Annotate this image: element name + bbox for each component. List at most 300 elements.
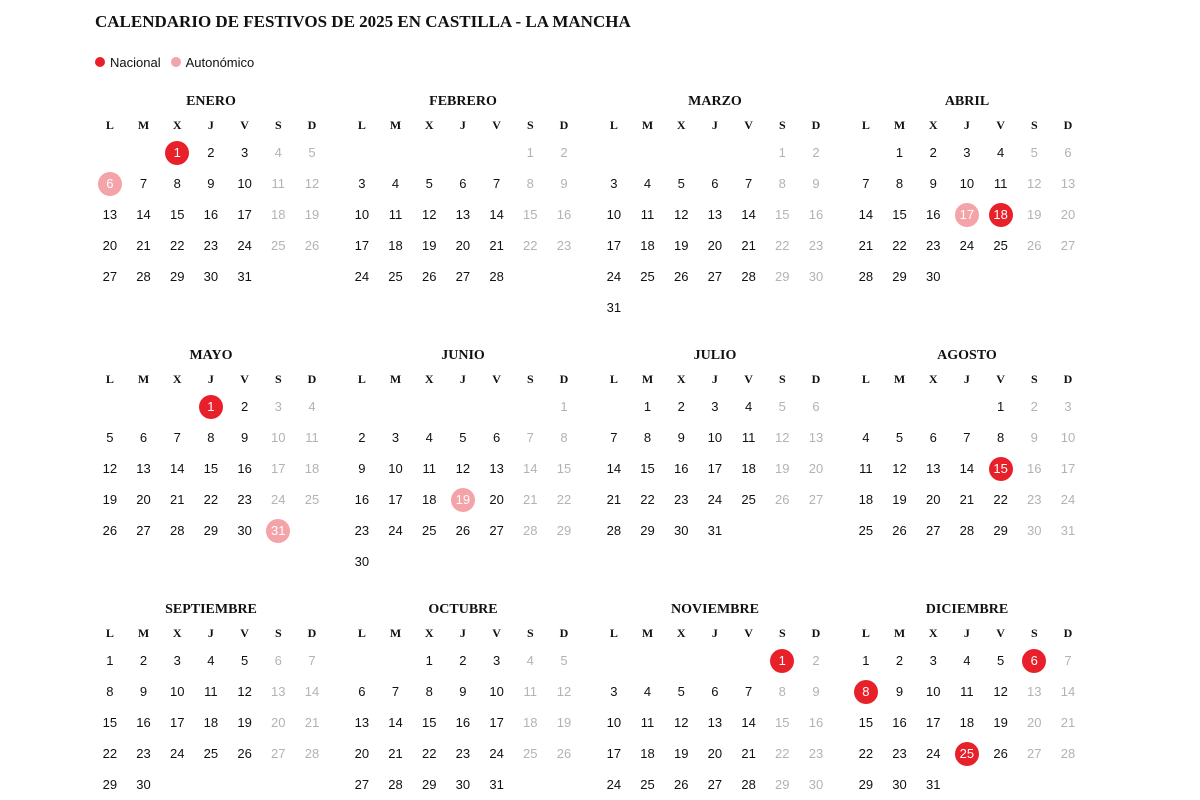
day-number: 7 — [744, 175, 753, 191]
day-number: 13 — [136, 460, 151, 476]
empty-cell — [664, 137, 698, 168]
day-cell — [916, 453, 950, 484]
day-number: 3 — [610, 683, 618, 699]
day-cell — [446, 199, 480, 230]
empty-cell — [345, 391, 379, 422]
weekend-day: 22 — [775, 237, 790, 253]
day-number: 26 — [673, 268, 689, 284]
weekday-header: S — [274, 118, 282, 132]
day-number: 13 — [707, 206, 723, 222]
day-cell — [916, 707, 950, 738]
weekday-header: V — [744, 118, 753, 132]
day-cell — [194, 261, 228, 292]
day-number: 15 — [640, 460, 655, 476]
day-cell — [194, 422, 228, 453]
day-cell — [194, 199, 228, 230]
weekday-header: D — [559, 372, 569, 386]
day-cell — [480, 261, 514, 292]
day-cell — [345, 422, 379, 453]
weekend-day: 22 — [523, 237, 538, 253]
day-cell — [194, 230, 228, 261]
day-number: 29 — [169, 268, 185, 284]
day-cell — [631, 769, 665, 800]
weekday-header: X — [424, 372, 434, 386]
day-number: 31 — [707, 522, 723, 538]
day-number: 14 — [741, 206, 756, 222]
day-number: 20 — [354, 745, 370, 761]
day-number: 14 — [741, 714, 756, 730]
weekday-header: D — [811, 372, 821, 386]
day-number: 23 — [237, 491, 252, 507]
day-cell — [93, 168, 127, 199]
weekday-header: M — [641, 372, 654, 386]
day-cell — [160, 422, 194, 453]
weekend-day: 3 — [1064, 398, 1072, 414]
day-number: 18 — [959, 714, 975, 730]
day-cell — [513, 676, 547, 707]
weekend-day: 4 — [274, 144, 282, 160]
day-cell — [295, 484, 329, 515]
day-number: 24 — [606, 268, 622, 284]
day-number: 12 — [673, 206, 689, 222]
day-number: 18 — [203, 714, 219, 730]
weekday-header: X — [172, 626, 182, 640]
day-cell — [412, 199, 446, 230]
weekday-header: S — [274, 626, 282, 640]
day-cell — [127, 230, 161, 261]
weekday-header: J — [207, 626, 214, 640]
weekday-header: J — [459, 372, 466, 386]
day-cell — [597, 292, 631, 323]
empty-cell — [631, 137, 665, 168]
day-number: 20 — [136, 491, 151, 507]
day-number: 6 — [929, 429, 937, 445]
day-number: 20 — [925, 491, 941, 507]
day-cell — [228, 391, 262, 422]
empty-cell — [379, 137, 413, 168]
day-number: 20 — [707, 745, 723, 761]
weekend-day: 7 — [1064, 652, 1072, 668]
day-number: 10 — [606, 714, 622, 730]
day-number: 25 — [640, 776, 655, 792]
weekday-header: S — [1030, 372, 1038, 386]
weekend-day: 25 — [304, 491, 320, 507]
holiday-autonomico: 31 — [266, 519, 290, 543]
day-number: 8 — [425, 683, 433, 699]
day-number: 2 — [240, 398, 249, 414]
day-cell — [597, 230, 631, 261]
day-number: 7 — [610, 429, 618, 445]
day-number: 17 — [606, 237, 622, 253]
day-number: 17 — [925, 714, 941, 730]
empty-cell — [480, 391, 514, 422]
day-number: 28 — [959, 522, 975, 538]
weekend-day: 12 — [1027, 175, 1042, 191]
day-number: 24 — [707, 491, 723, 507]
day-cell — [160, 199, 194, 230]
day-number: 26 — [455, 522, 471, 538]
weekend-day: 19 — [1027, 206, 1042, 222]
weekday-header: D — [559, 626, 569, 640]
weekday-header: M — [893, 118, 906, 132]
day-number: 18 — [640, 745, 655, 761]
weekday-header: S — [778, 118, 786, 132]
weekend-day: 2 — [812, 144, 820, 160]
weekday-header: S — [778, 372, 786, 386]
day-cell — [849, 168, 883, 199]
day-number: 8 — [207, 429, 215, 445]
day-cell — [412, 707, 446, 738]
day-number: 24 — [169, 745, 185, 761]
day-cell — [950, 707, 984, 738]
day-cell — [698, 168, 732, 199]
day-cell — [228, 484, 262, 515]
day-number: 15 — [421, 714, 437, 730]
day-cell — [379, 230, 413, 261]
day-cell — [984, 676, 1018, 707]
weekend-day: 11 — [271, 175, 286, 191]
day-cell — [597, 422, 631, 453]
month-days-grid — [597, 367, 833, 546]
day-number: 16 — [925, 206, 941, 222]
weekend-day: 27 — [1027, 745, 1042, 761]
day-cell — [412, 168, 446, 199]
day-number: 19 — [102, 491, 118, 507]
day-cell — [1017, 676, 1051, 707]
day-number: 29 — [892, 268, 907, 284]
weekday-header: D — [1063, 626, 1073, 640]
day-number: 10 — [925, 683, 941, 699]
day-number: 29 — [993, 522, 1008, 538]
weekend-day: 2 — [812, 652, 820, 668]
day-cell — [295, 168, 329, 199]
weekday-header: L — [357, 118, 366, 132]
day-number: 4 — [643, 683, 652, 699]
day-cell — [194, 645, 228, 676]
month-title: JULIO — [693, 348, 737, 363]
day-cell — [1017, 484, 1051, 515]
day-number: 25 — [203, 745, 219, 761]
day-cell — [127, 261, 161, 292]
day-cell — [732, 168, 766, 199]
legend-label-autonomico: Autonómico — [185, 54, 255, 70]
day-cell — [883, 515, 917, 546]
day-number: 30 — [892, 776, 907, 792]
day-cell — [1051, 453, 1085, 484]
day-cell — [547, 484, 581, 515]
day-cell — [597, 515, 631, 546]
weekend-day: 17 — [1060, 460, 1076, 476]
weekend-day: 12 — [304, 175, 320, 191]
weekend-day: 25 — [523, 745, 538, 761]
day-number: 7 — [173, 429, 181, 445]
weekday-header: V — [492, 626, 501, 640]
day-cell — [412, 676, 446, 707]
empty-cell — [916, 391, 950, 422]
weekday-header: D — [811, 626, 821, 640]
day-cell — [950, 515, 984, 546]
day-cell — [345, 261, 379, 292]
day-cell — [664, 738, 698, 769]
day-cell — [984, 738, 1018, 769]
day-cell — [950, 168, 984, 199]
weekday-header: X — [928, 118, 938, 132]
day-number: 1 — [106, 652, 114, 668]
day-number: 2 — [139, 652, 148, 668]
day-number: 17 — [354, 237, 370, 253]
day-cell — [228, 261, 262, 292]
day-number: 2 — [459, 652, 467, 668]
day-cell — [849, 199, 883, 230]
day-cell — [228, 422, 262, 453]
weekday-header: D — [811, 118, 821, 132]
empty-cell — [732, 137, 766, 168]
weekend-day: 9 — [812, 175, 820, 191]
day-cell — [916, 515, 950, 546]
weekend-day: 19 — [775, 460, 790, 476]
day-cell — [379, 261, 413, 292]
day-number: 28 — [858, 268, 874, 284]
day-cell — [664, 707, 698, 738]
day-cell — [379, 168, 413, 199]
day-cell — [261, 168, 295, 199]
day-cell — [984, 515, 1018, 546]
day-number: 15 — [102, 714, 118, 730]
day-cell — [345, 453, 379, 484]
weekday-header: J — [963, 118, 970, 132]
day-cell — [799, 230, 833, 261]
day-cell — [799, 261, 833, 292]
day-number: 8 — [895, 175, 904, 191]
weekend-day: 20 — [271, 714, 286, 730]
day-cell — [664, 199, 698, 230]
weekend-day: 17 — [271, 460, 286, 476]
weekend-day: 15 — [775, 206, 790, 222]
day-number: 9 — [677, 429, 685, 445]
weekday-header: S — [274, 372, 282, 386]
weekend-day: 9 — [812, 683, 820, 699]
day-cell — [849, 769, 883, 800]
month-febrero — [345, 93, 581, 292]
day-number: 29 — [640, 522, 655, 538]
day-cell — [295, 391, 329, 422]
day-cell — [547, 422, 581, 453]
day-number: 10 — [237, 175, 252, 191]
weekend-day: 14 — [304, 683, 320, 699]
day-cell — [916, 261, 950, 292]
empty-cell — [950, 391, 984, 422]
holiday-nacional: 1 — [770, 649, 794, 673]
day-cell — [513, 230, 547, 261]
empty-cell — [698, 645, 732, 676]
day-cell — [765, 199, 799, 230]
autonomico-dot-icon — [171, 57, 181, 67]
day-cell — [799, 453, 833, 484]
weekday-header: L — [861, 118, 870, 132]
month-days-grid — [345, 621, 581, 800]
day-number: 14 — [489, 206, 504, 222]
month-days-grid — [345, 367, 581, 577]
day-cell — [412, 230, 446, 261]
day-number: 28 — [741, 268, 756, 284]
day-number: 24 — [388, 522, 403, 538]
day-cell — [664, 168, 698, 199]
weekend-day: 18 — [304, 460, 320, 476]
day-cell — [446, 261, 480, 292]
day-cell — [765, 261, 799, 292]
day-number: 24 — [354, 268, 370, 284]
day-cell — [799, 391, 833, 422]
day-cell — [765, 422, 799, 453]
weekend-day: 26 — [556, 745, 572, 761]
day-cell — [93, 261, 127, 292]
day-cell — [597, 199, 631, 230]
day-cell — [849, 707, 883, 738]
day-cell — [664, 453, 698, 484]
empty-cell — [345, 137, 379, 168]
weekday-header: V — [744, 372, 753, 386]
weekday-header: M — [389, 372, 402, 386]
weekend-day: 13 — [1027, 683, 1042, 699]
day-cell — [631, 422, 665, 453]
weekend-day: 28 — [1060, 745, 1076, 761]
day-number: 19 — [892, 491, 907, 507]
day-number: 16 — [354, 491, 370, 507]
day-cell — [513, 484, 547, 515]
day-number: 21 — [136, 237, 151, 253]
weekend-day: 16 — [808, 206, 824, 222]
day-cell — [597, 769, 631, 800]
day-cell — [698, 230, 732, 261]
day-number: 21 — [858, 237, 874, 253]
day-cell — [883, 738, 917, 769]
weekend-day: 23 — [808, 237, 824, 253]
day-cell — [379, 676, 413, 707]
weekend-day: 13 — [271, 683, 286, 699]
empty-cell — [631, 645, 665, 676]
day-cell — [698, 515, 732, 546]
day-number: 24 — [606, 776, 622, 792]
weekend-day: 16 — [1027, 460, 1042, 476]
day-number: 28 — [606, 522, 622, 538]
day-number: 30 — [925, 268, 941, 284]
day-number: 11 — [993, 175, 1008, 191]
day-cell — [984, 199, 1018, 230]
day-cell — [480, 168, 514, 199]
day-cell — [765, 230, 799, 261]
weekend-day: 1 — [526, 144, 534, 160]
day-cell — [480, 453, 514, 484]
weekday-header: L — [609, 118, 618, 132]
day-cell — [765, 391, 799, 422]
day-number: 17 — [237, 206, 252, 222]
day-cell — [295, 137, 329, 168]
day-cell — [597, 738, 631, 769]
weekday-header: X — [676, 372, 686, 386]
month-septiembre — [93, 601, 329, 800]
day-number: 3 — [173, 652, 181, 668]
day-cell — [194, 707, 228, 738]
day-cell — [261, 137, 295, 168]
day-number: 9 — [929, 175, 937, 191]
day-number: 11 — [422, 460, 436, 476]
day-number: 11 — [204, 683, 218, 699]
day-cell — [261, 645, 295, 676]
day-number: 5 — [240, 652, 249, 668]
day-cell — [664, 484, 698, 515]
day-number: 28 — [136, 268, 151, 284]
day-cell — [480, 645, 514, 676]
day-cell — [664, 261, 698, 292]
day-number: 11 — [859, 460, 873, 476]
day-number: 20 — [455, 237, 471, 253]
weekend-day: 20 — [808, 460, 824, 476]
day-number: 1 — [425, 652, 433, 668]
day-number: 27 — [707, 268, 723, 284]
day-cell — [547, 137, 581, 168]
day-cell — [631, 707, 665, 738]
day-number: 27 — [489, 522, 504, 538]
day-cell — [883, 230, 917, 261]
day-number: 14 — [858, 206, 874, 222]
day-cell — [345, 168, 379, 199]
day-number: 21 — [741, 237, 756, 253]
day-number: 7 — [862, 175, 870, 191]
weekday-header: V — [996, 118, 1005, 132]
day-cell — [1017, 199, 1051, 230]
day-cell — [950, 676, 984, 707]
day-cell — [765, 769, 799, 800]
day-number: 25 — [858, 522, 874, 538]
weekday-header: M — [389, 626, 402, 640]
month-title: OCTUBRE — [428, 602, 498, 617]
month-days-grid — [93, 367, 329, 546]
day-number: 8 — [106, 683, 114, 699]
day-cell — [849, 738, 883, 769]
day-cell — [480, 707, 514, 738]
day-number: 5 — [895, 429, 904, 445]
day-cell — [446, 422, 480, 453]
month-title: NOVIEMBRE — [671, 602, 759, 617]
day-number: 13 — [489, 460, 504, 476]
day-cell — [1017, 230, 1051, 261]
weekend-day: 5 — [560, 652, 568, 668]
month-title: JUNIO — [441, 348, 485, 363]
day-number: 1 — [643, 398, 652, 414]
day-cell — [160, 230, 194, 261]
weekend-day: 5 — [778, 398, 786, 414]
day-number: 17 — [169, 714, 185, 730]
month-abril — [849, 93, 1085, 292]
day-cell — [1017, 453, 1051, 484]
day-number: 23 — [673, 491, 689, 507]
day-number: 4 — [963, 652, 971, 668]
day-cell — [480, 738, 514, 769]
weekend-day: 3 — [274, 398, 282, 414]
day-number: 16 — [203, 206, 219, 222]
day-cell — [379, 422, 413, 453]
day-cell — [799, 707, 833, 738]
day-cell — [950, 137, 984, 168]
day-cell — [412, 769, 446, 800]
day-number: 14 — [388, 714, 403, 730]
day-number: 27 — [925, 522, 941, 538]
empty-cell — [160, 391, 194, 422]
day-cell — [194, 738, 228, 769]
day-cell — [379, 515, 413, 546]
day-cell — [379, 199, 413, 230]
day-cell — [513, 707, 547, 738]
